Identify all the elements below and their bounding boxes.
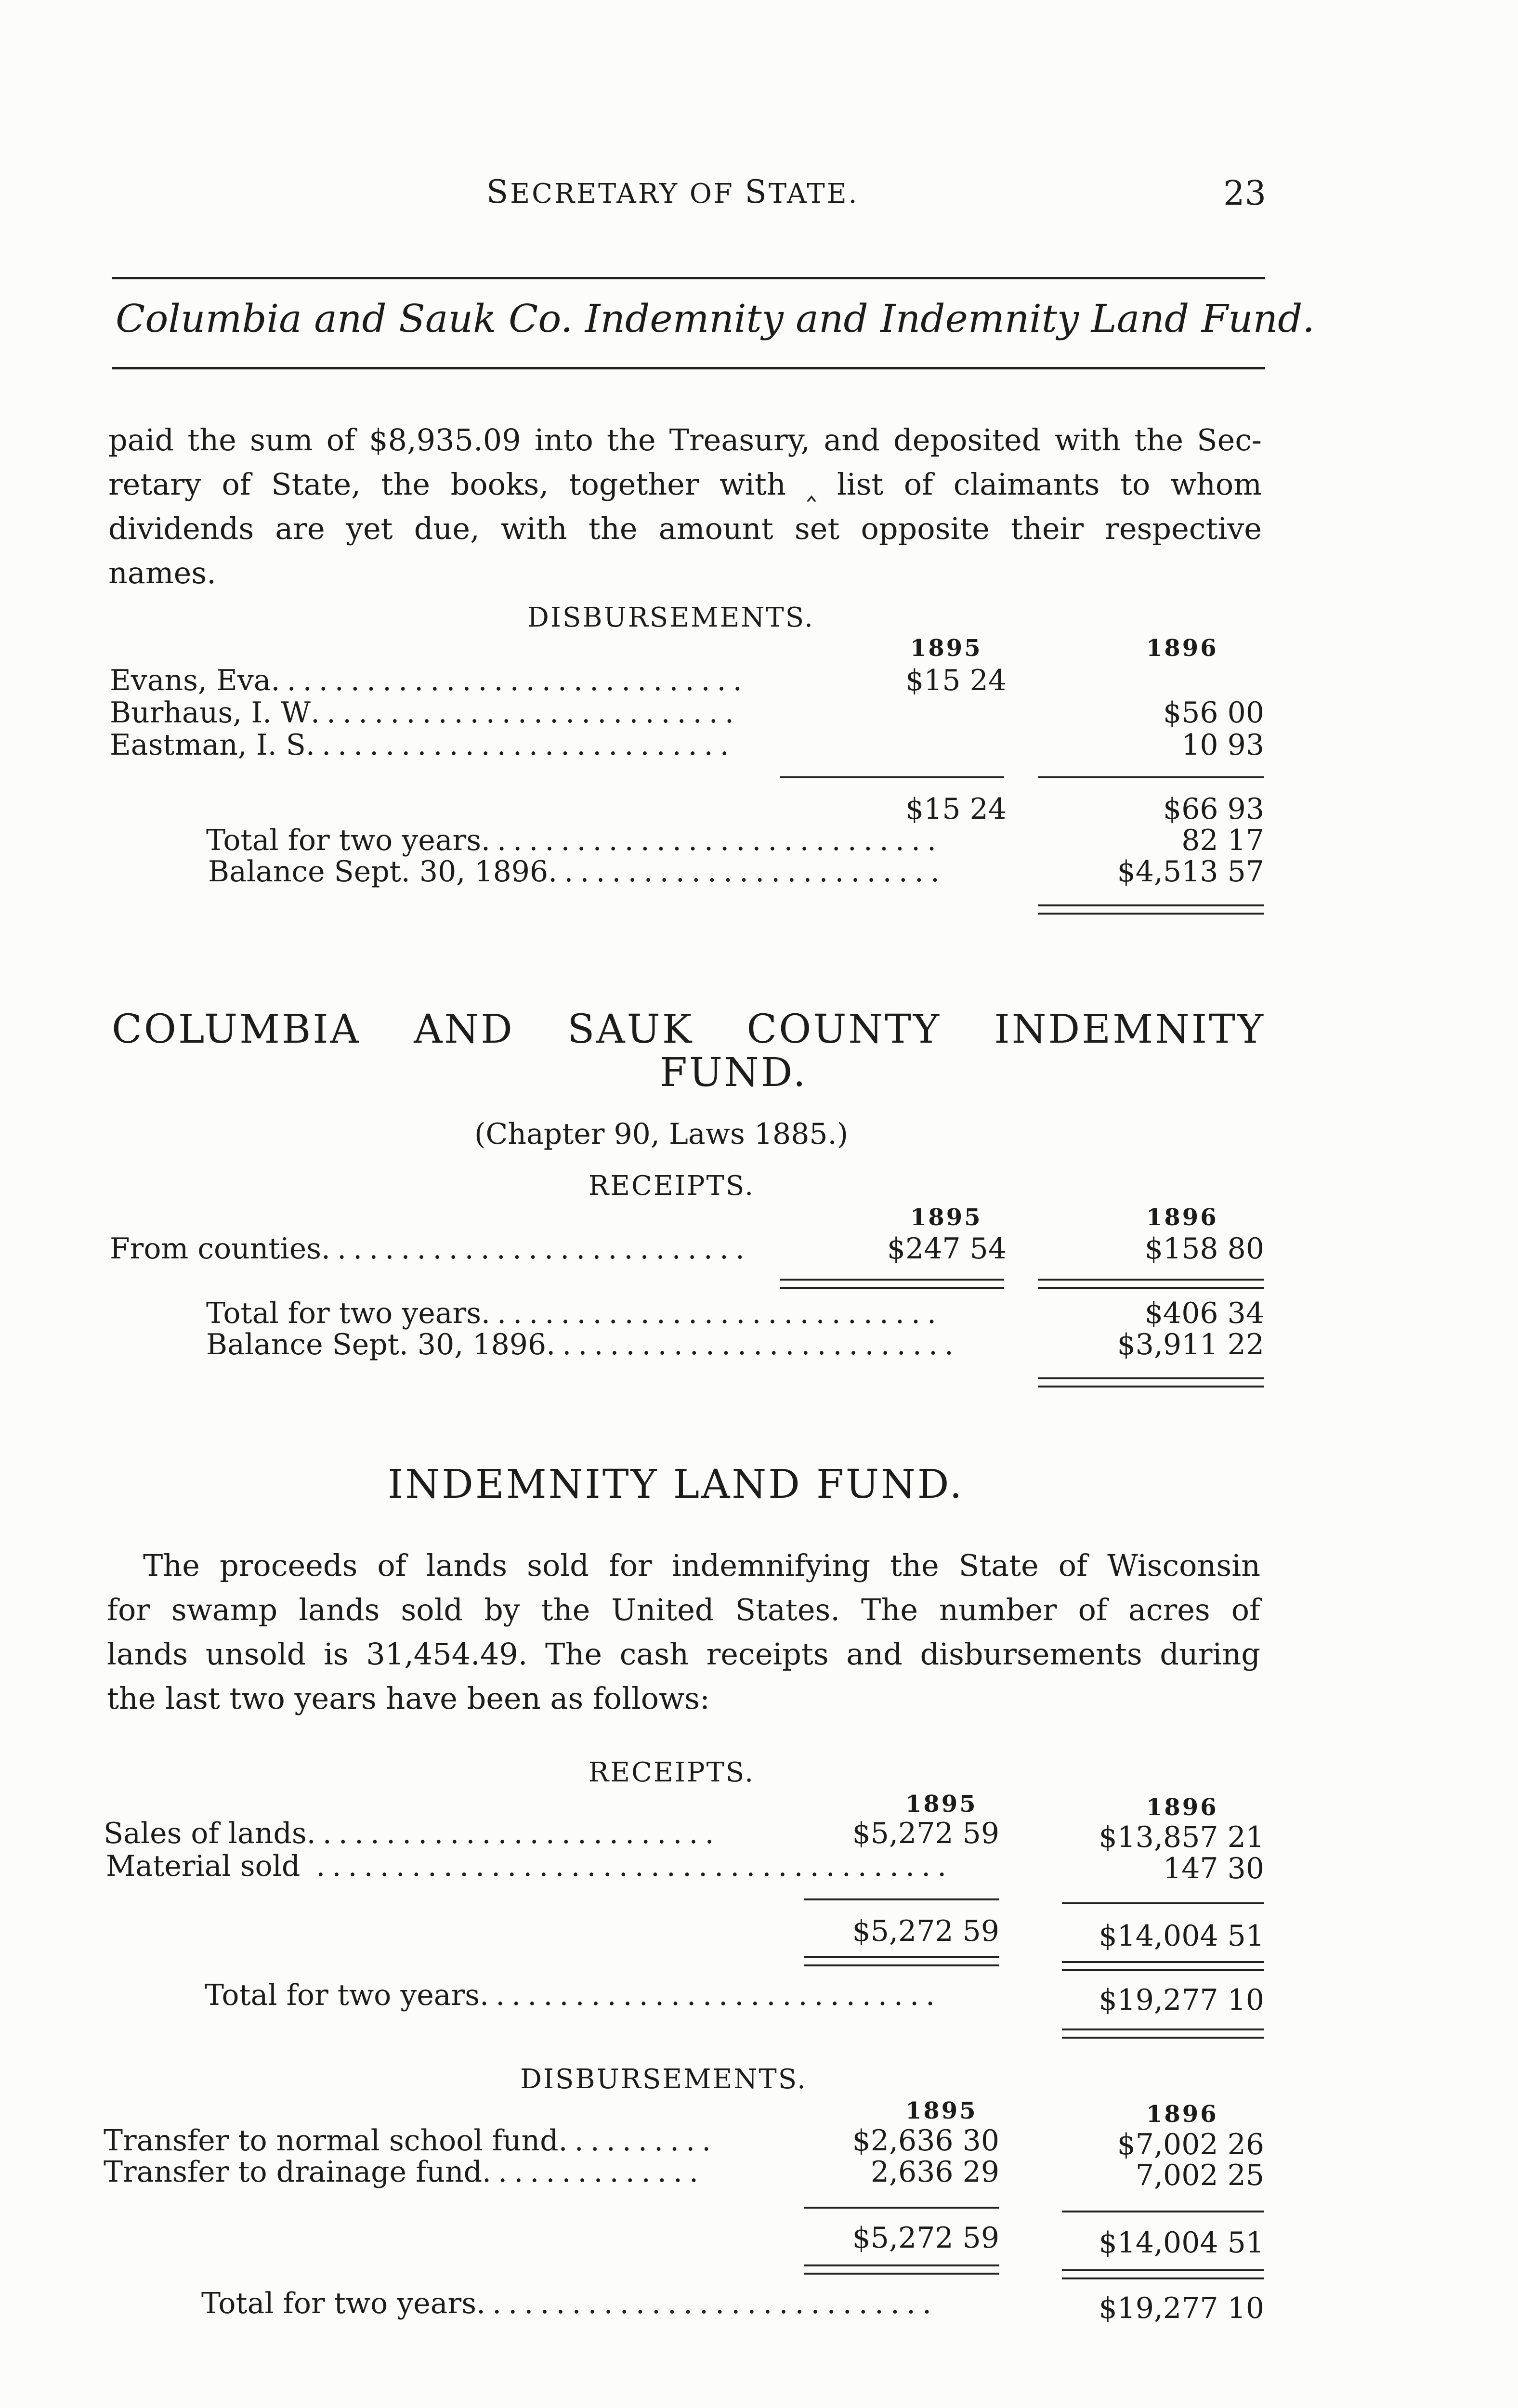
disbursements-title: DISBURSEMENTS. <box>520 2064 807 2095</box>
total-value: $19,277 10 <box>1099 1983 1264 2017</box>
receipts-title: RECEIPTS. <box>589 1757 755 1788</box>
total-label: Total for two years............................. <box>206 824 943 857</box>
double-rule <box>804 1964 999 1966</box>
balance-label: Balance Sept. 30, 1896.......................... <box>206 1328 961 1361</box>
subtotal-1895: $15 24 <box>905 792 1007 826</box>
total-label: Total for two years............................. <box>205 1978 942 2012</box>
county-fund-heading-cont: FUND. <box>660 1050 808 1096</box>
paragraph-line: lands unsold is 31,454.49. The cash receipts and disbursements during <box>107 1636 1260 1672</box>
double-rule <box>1062 2028 1264 2030</box>
balance-value: $3,911 22 <box>1117 1328 1264 1361</box>
double-rule <box>1062 1969 1264 1971</box>
double-rule <box>1062 1961 1264 1963</box>
sum-rule <box>1062 2211 1264 2212</box>
table-cell-1895: $5,272 59 <box>852 1817 999 1850</box>
rule <box>112 367 1265 369</box>
subtotal-1896: $14,004 51 <box>1099 2226 1264 2260</box>
year-header-1896: 1896 <box>1146 1204 1218 1231</box>
year-header-1896: 1896 <box>1146 2101 1218 2128</box>
paragraph-line: dividends are yet due, with the amount set opposite their respective <box>108 511 1262 546</box>
page-number: 23 <box>1223 173 1267 213</box>
paragraph-line: paid the sum of $8,935.09 into the Treasury, and deposited with the Sec- <box>108 422 1262 458</box>
table-cell-1896: 7,002 25 <box>1135 2159 1264 2192</box>
table-cell-1895: $2,636 30 <box>852 2124 999 2158</box>
paragraph-line: names. <box>108 555 216 590</box>
year-header-1896: 1896 <box>1146 1794 1218 1821</box>
subtotal-1895: $5,272 59 <box>852 1914 999 1948</box>
year-header-1895: 1895 <box>910 1204 982 1231</box>
running-head: SECRETARY OF STATE. <box>486 173 859 210</box>
intro-paragraph <box>108 418 1262 595</box>
total-label: Total for two years............................. <box>206 1296 943 1330</box>
year-header-1895: 1895 <box>905 1791 978 1818</box>
table-cell-1896: $13,857 21 <box>1099 1820 1264 1854</box>
table-cell-1895: 2,636 29 <box>870 2155 999 2189</box>
table-row-label: Transfer to normal school fund.......... <box>104 2124 718 2158</box>
double-rule <box>1038 913 1264 915</box>
sum-rule <box>780 776 1004 778</box>
double-rule <box>1062 2269 1264 2271</box>
double-rule <box>1038 1386 1264 1387</box>
land-fund-heading: INDEMNITY LAND FUND. <box>388 1462 964 1507</box>
sum-rule <box>1038 776 1264 778</box>
double-rule <box>1038 1377 1264 1379</box>
total-label: Total for two years............................. <box>201 2287 939 2320</box>
sum-rule <box>804 2207 999 2209</box>
double-rule <box>804 2264 999 2266</box>
table-row-label: Sales of lands.......................... <box>104 1817 721 1850</box>
land-fund-paragraph <box>107 1544 1260 1721</box>
double-rule <box>1062 2277 1264 2279</box>
subtotal-1896: $14,004 51 <box>1099 1919 1264 1953</box>
subtotal-1895: $5,272 59 <box>852 2221 999 2255</box>
total-value: $19,277 10 <box>1099 2291 1264 2325</box>
paragraph-line: The proceeds of lands sold for indemnifying the State of Wisconsin <box>143 1548 1260 1583</box>
table-cell-1896: $56 00 <box>1163 696 1264 730</box>
paragraph-line: for swamp lands sold by the United States. The number of acres of <box>107 1592 1260 1627</box>
disbursements-title: DISBURSEMENTS. <box>527 602 814 633</box>
year-header-1895: 1895 <box>905 2097 978 2124</box>
year-header-1895: 1895 <box>910 635 982 662</box>
balance-value: $4,513 57 <box>1117 855 1264 889</box>
table-cell-1895: $15 24 <box>905 664 1007 697</box>
table-cell-1896: 10 93 <box>1181 728 1264 762</box>
sum-rule <box>1062 1902 1264 1904</box>
double-rule <box>1038 904 1264 906</box>
double-rule <box>780 1279 1004 1281</box>
table-cell-1895: $247 54 <box>887 1232 1007 1266</box>
table-row-label: Burhaus, I. W........................... <box>110 696 741 730</box>
double-rule <box>1038 1279 1264 1281</box>
year-header-1896: 1896 <box>1146 635 1218 662</box>
rule <box>112 277 1265 279</box>
receipts-title: RECEIPTS. <box>589 1170 755 1202</box>
paragraph-line: the last two years have been as follows: <box>107 1681 710 1716</box>
section-subheading: Columbia and Sauk Co. Indemnity and Indemnity Land Fund. <box>116 296 1315 341</box>
double-rule <box>1038 1287 1264 1289</box>
sum-rule <box>804 1898 999 1900</box>
double-rule <box>780 1287 1004 1289</box>
subtotal-1896: $66 93 <box>1163 792 1264 826</box>
chapter-reference: (Chapter 90, Laws 1885.) <box>474 1117 849 1151</box>
double-rule <box>1062 2037 1264 2039</box>
double-rule <box>804 1956 999 1958</box>
county-fund-heading: COLUMBIA AND SAUK COUNTY INDEMNITY <box>112 1007 1265 1052</box>
table-cell-1896: 147 30 <box>1163 1852 1264 1885</box>
total-value: 82 17 <box>1181 824 1264 857</box>
table-row-label: Evans, Eva.............................. <box>110 664 749 697</box>
paragraph-line: retary of State, the books, together with ‸ list of claimants to whom <box>108 467 1262 502</box>
table-row-label: Material sold ........................................ <box>106 1849 954 1883</box>
balance-label: Balance Sept. 30, 1896......................... <box>208 855 946 889</box>
table-row-label: Eastman, I. S........................... <box>110 728 736 762</box>
double-rule <box>804 2273 999 2275</box>
table-row-label: From counties........................... <box>110 1232 751 1266</box>
table-cell-1896: $158 80 <box>1144 1232 1264 1266</box>
table-row-label: Transfer to drainage fund.............. <box>104 2155 706 2189</box>
total-value: $406 34 <box>1144 1296 1264 1330</box>
table-cell-1896: $7,002 26 <box>1117 2128 1264 2161</box>
